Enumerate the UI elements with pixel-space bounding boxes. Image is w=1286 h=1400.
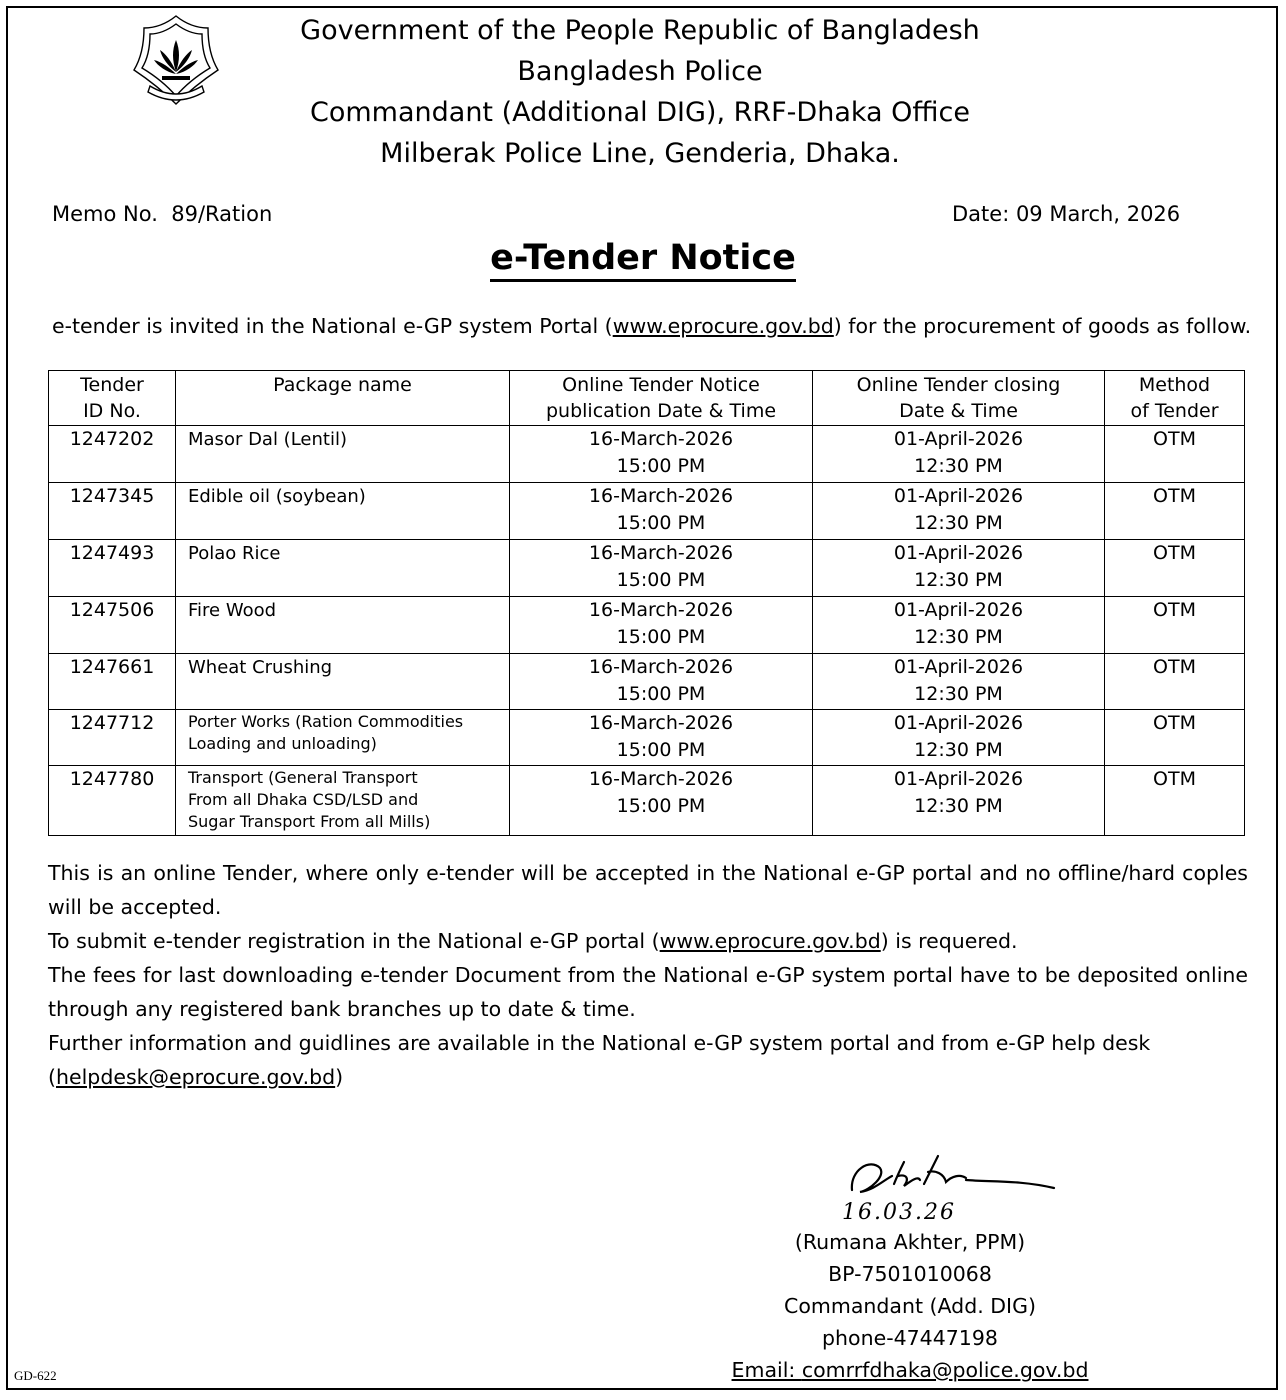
tender-id: 1247661 xyxy=(49,654,176,710)
tender-id: 1247506 xyxy=(49,597,176,654)
tender-method: OTM xyxy=(1105,597,1245,654)
paragraph-online-tender: This is an online Tender, where only e-tender will be accepted in the National e-GP portal and no offline/hard coples will be accepted. xyxy=(48,861,1248,919)
table-row xyxy=(49,483,1245,540)
signatory-designation: Commandant (Add. DIG) xyxy=(784,1294,1036,1318)
paragraph-registration: To submit e-tender registration in the National e-GP portal (www.eprocure.gov.bd) is requered. xyxy=(48,929,1018,953)
closing-datetime: 01-April-2026 12:30 PM xyxy=(813,597,1105,654)
notice-date: Date: 09 March, 2026 xyxy=(952,202,1181,226)
tender-method: OTM xyxy=(1105,766,1245,836)
package-name: Edible oil (soybean) xyxy=(176,483,510,540)
package-name: Wheat Crushing xyxy=(176,654,510,710)
table-row xyxy=(49,654,1245,710)
tender-id: 1247202 xyxy=(49,426,176,483)
intro-text-before: e-tender is invited in the National e-GP system Portal ( xyxy=(52,314,613,338)
table-header-row xyxy=(49,371,1245,426)
signatory-block xyxy=(690,1226,1130,1386)
publication-datetime: 16-March-2026 15:00 PM xyxy=(510,597,813,654)
table-row xyxy=(49,597,1245,654)
header-package-name: Package name xyxy=(176,371,510,426)
header-office: Commandant (Additional DIG), RRF-Dhaka Office xyxy=(310,97,970,128)
header-publication: Online Tender Notice publication Date & Time xyxy=(510,371,813,426)
eprocure-link[interactable]: www.eprocure.gov.bd xyxy=(612,314,834,338)
notice-body xyxy=(48,856,1248,1094)
tender-table xyxy=(48,370,1245,836)
table-row xyxy=(49,426,1245,483)
header-address: Milberak Police Line, Genderia, Dhaka. xyxy=(380,138,900,169)
footer-code: GD-622 xyxy=(14,1368,57,1383)
tender-id: 1247780 xyxy=(49,766,176,836)
intro-paragraph xyxy=(52,312,1252,341)
tender-id: 1247712 xyxy=(49,710,176,766)
package-name: Masor Dal (Lentil) xyxy=(176,426,510,483)
table-row xyxy=(49,540,1245,597)
publication-datetime: 16-March-2026 15:00 PM xyxy=(510,426,813,483)
tender-id: 1247493 xyxy=(49,540,176,597)
header-closing: Online Tender closing Date & Time xyxy=(813,371,1105,426)
signatory-phone: phone-47447198 xyxy=(822,1326,998,1350)
header-department: Bangladesh Police xyxy=(517,56,763,87)
tender-id: 1247345 xyxy=(49,483,176,540)
tender-method: OTM xyxy=(1105,483,1245,540)
tender-method: OTM xyxy=(1105,426,1245,483)
header-tender-id: Tender ID No. xyxy=(49,371,176,426)
page-title xyxy=(0,238,1286,278)
package-name: Porter Works (Ration Commodities Loading and unloading) xyxy=(176,710,510,766)
closing-datetime: 01-April-2026 12:30 PM xyxy=(813,483,1105,540)
table-row xyxy=(49,710,1245,766)
helpdesk-email-link[interactable]: helpdesk@eprocure.gov.bd xyxy=(56,1065,336,1089)
closing-datetime: 01-April-2026 12:30 PM xyxy=(813,766,1105,836)
title-text: e-Tender Notice xyxy=(490,238,796,282)
signatory-bp: BP-7501010068 xyxy=(828,1262,992,1286)
header-government: Government of the People Republic of Bangladesh xyxy=(300,15,980,46)
header-method: Method of Tender xyxy=(1105,371,1245,426)
signature-date: 16.03.26 xyxy=(842,1200,956,1225)
closing-datetime: 01-April-2026 12:30 PM xyxy=(813,426,1105,483)
publication-datetime: 16-March-2026 15:00 PM xyxy=(510,710,813,766)
paragraph-further-info: Further information and guidlines are available in the National e-GP system portal and from e-GP help desk (helpdesk@eprocure.gov.bd) xyxy=(48,1031,1151,1089)
table-row xyxy=(49,766,1245,836)
publication-datetime: 16-March-2026 15:00 PM xyxy=(510,483,813,540)
package-name: Fire Wood xyxy=(176,597,510,654)
memo-number: Memo No. 89/Ration xyxy=(52,202,273,226)
eprocure-link-2[interactable]: www.eprocure.gov.bd xyxy=(659,929,881,953)
tender-method: OTM xyxy=(1105,540,1245,597)
tender-method: OTM xyxy=(1105,654,1245,710)
signatory-name: (Rumana Akhter, PPM) xyxy=(794,1230,1026,1254)
package-name: Polao Rice xyxy=(176,540,510,597)
paragraph-fees: The fees for last downloading e-tender Document from the National e-GP system portal have to be deposited online through any registered bank branches up to date & time. xyxy=(48,963,1248,1021)
publication-datetime: 16-March-2026 15:00 PM xyxy=(510,540,813,597)
closing-datetime: 01-April-2026 12:30 PM xyxy=(813,540,1105,597)
tender-method: OTM xyxy=(1105,710,1245,766)
closing-datetime: 01-April-2026 12:30 PM xyxy=(813,710,1105,766)
package-name: Transport (General Transport From all Dhaka CSD/LSD and Sugar Transport From all Mills) xyxy=(176,766,510,836)
closing-datetime: 01-April-2026 12:30 PM xyxy=(813,654,1105,710)
intro-text-after: ) for the procurement of goods as follow. xyxy=(833,314,1252,338)
letterhead xyxy=(230,10,1050,174)
signatory-email: Email: comrrfdhaka@police.gov.bd xyxy=(731,1358,1089,1382)
signatory-email-link[interactable]: comrrfdhaka@police.gov.bd xyxy=(801,1358,1089,1382)
bangladesh-police-emblem-icon xyxy=(126,12,226,108)
publication-datetime: 16-March-2026 15:00 PM xyxy=(510,654,813,710)
publication-datetime: 16-March-2026 15:00 PM xyxy=(510,766,813,836)
